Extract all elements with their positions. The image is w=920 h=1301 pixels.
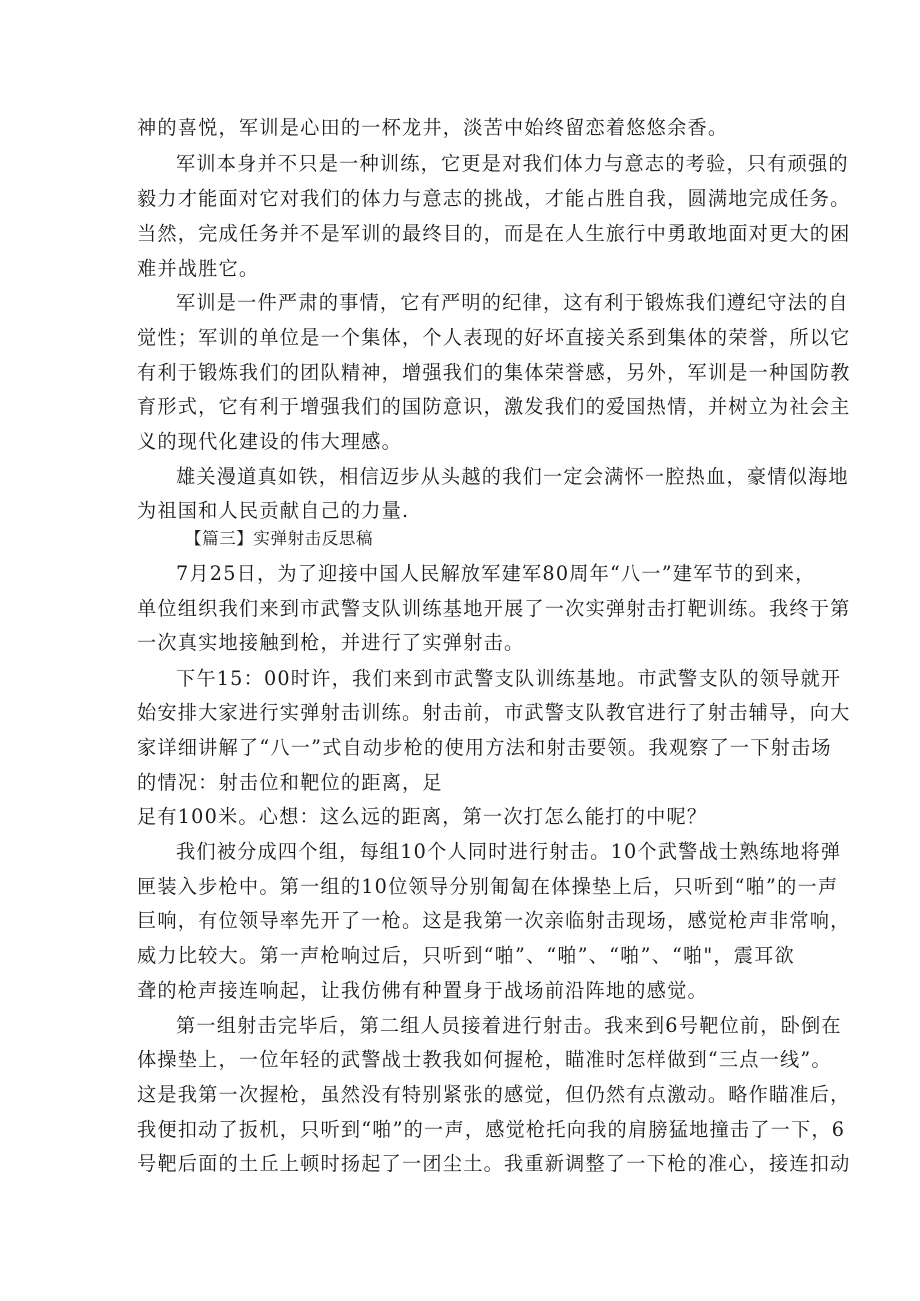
section-heading: 【篇三】实弹射击反思稿	[185, 529, 374, 548]
text-line: 体操垫上，一位年轻的武警战士教我如何握枪，瞄准时怎样做到“三点一线”。	[137, 1048, 832, 1071]
text-line: 足有100米。心想：这么远的距离，第一次打怎么能打的中呢？	[137, 805, 708, 828]
text-line: 巨响，有位领导率先开了一枪。这是我第一次亲临射击现场，感觉枪声非常响，	[137, 909, 851, 932]
paragraph-first-line: 我们被分成四个组，每组10个人同时进行射击。10个武警战士熟练地将弹	[176, 840, 842, 863]
text-line: 聋的枪声接连响起，让我仿佛有种置身于战场前沿阵地的感觉。	[137, 979, 708, 1002]
text-line: 难并战胜它。	[137, 257, 260, 280]
paragraph-first-line: 第一组射击完毕后，第二组人员接着进行射击。我来到6号靶位前，卧倒在	[176, 1014, 842, 1037]
text-line: 的情况：射击位和靶位的距离，足	[137, 771, 443, 794]
paragraph-first-line: 下午15：00时许，我们来到市武警支队训练基地。市武警支队的领导就开	[176, 667, 842, 690]
text-line: 义的现代化建设的伟大理感。	[137, 430, 403, 453]
text-line: 威力比较大。第一声枪响过后，只听到“啪”、“啪”、“啪”、“啪"，震耳欲	[137, 944, 795, 967]
text-line: 单位组织我们来到市武警支队训练基地开展了一次实弹射击打靶训练。我终于第	[137, 597, 851, 620]
paragraph-first-line: 雄关漫道真如铁，相信迈步从头越的我们一定会满怀一腔热血，豪情似海地	[176, 465, 849, 488]
text-line: 觉性；军训的单位是一个集体，个人表现的好坏直接关系到集体的荣誉，所以它	[137, 326, 851, 349]
paragraph-first-line: 军训本身并不只是一种训练，它更是对我们体力与意志的考验，只有顽强的	[176, 152, 849, 175]
text-line: 毅力才能面对它对我们的体力与意志的挑战，才能占胜自我，圆满地完成任务。	[137, 187, 851, 210]
text-line: 这是我第一次握枪，虽然没有特别紧张的感觉，但仍然有点激动。略作瞄准后，	[137, 1083, 851, 1106]
text-line: 为祖国和人民贡献自己的力量.	[137, 499, 410, 522]
text-line: 一次真实地接触到枪，并进行了实弹射击。	[137, 631, 525, 654]
paragraph-first-line: 7月25日，为了迎接中国人民解放军建军80周年“八一”建军节的到来，	[176, 562, 816, 585]
text-line: 匣装入步枪中。第一组的10位领导分别匍匐在体操垫上后，只听到“啪”的一声	[137, 875, 839, 898]
text-line: 我便扣动了扳机，只听到“啪”的一声，感觉枪托向我的肩膀猛地撞击了一下，6	[137, 1118, 846, 1141]
text-line: 始安排大家进行实弹射击训练。射击前，市武警支队教官进行了射击辅导，向大	[137, 701, 851, 724]
text-line: 当然，完成任务并不是军训的最终目的，而是在人生旅行中勇敢地面对更大的困	[137, 222, 851, 245]
text-line: 育形式，它有利于增强我们的国防意识，激发我们的爱国热情，并树立为社会主	[137, 395, 851, 418]
text-line: 号靶后面的土丘上顿时扬起了一团尘土。我重新调整了一下枪的准心，接连扣动	[137, 1152, 851, 1175]
text-line: 神的喜悦，军训是心田的一杯龙井，淡苦中始终留恋着悠悠余香。	[137, 116, 729, 139]
text-line: 家详细讲解了“八一”式自动步枪的使用方法和射击要领。我观察了一下射击场	[137, 736, 832, 759]
paragraph-first-line: 军训是一件严肃的事情，它有严明的纪律，这有利于锻炼我们遵纪守法的自	[176, 291, 849, 314]
text-line: 有利于锻炼我们的团队精神，增强我们的集体荣誉感，另外，军训是一种国防教	[137, 361, 851, 384]
